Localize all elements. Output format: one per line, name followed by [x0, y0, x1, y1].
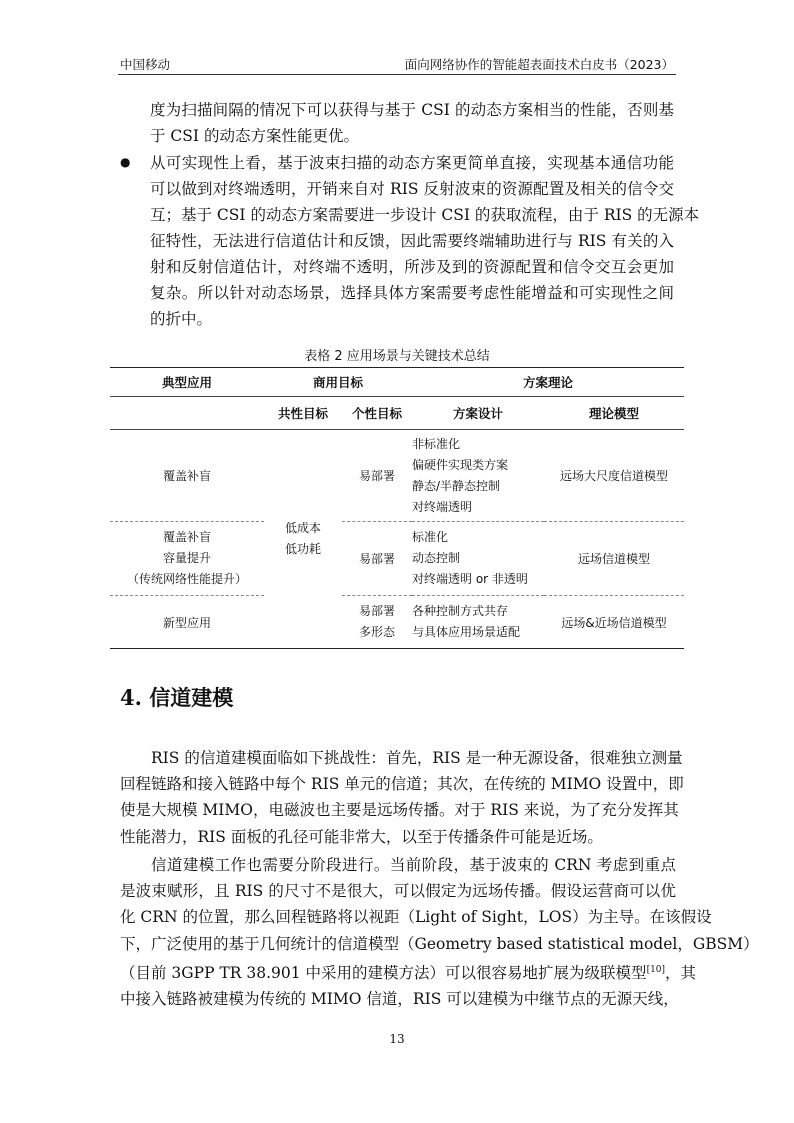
text-line: 从可实现性上看，基于波束扫描的动态方案更简单直接，实现基本通信功能: [150, 154, 674, 172]
cell-text: 易部署: [358, 552, 395, 566]
header-typical-app: 典型应用: [161, 375, 212, 390]
cell-text: 覆盖补盲: [162, 469, 211, 483]
cell-text: 动态控制: [412, 551, 461, 565]
text-line: 信道建模工作也需要分阶段进行。当前阶段，基于波束的 CRN 考虑到重点: [151, 856, 676, 874]
page-number: 13: [389, 1032, 405, 1046]
table-row-1-model: 远场大尺度信道模型: [544, 430, 684, 522]
bullet-icon: ●: [120, 155, 131, 169]
table-row-2-model: 远场信道模型: [544, 522, 684, 596]
summary-table: [110, 367, 684, 649]
text-line: 度为扫描间隔的情况下可以获得与基于 CSI 的动态方案相当的性能，否则基: [150, 101, 674, 119]
text-line: 化 CRN 的位置，那么回程链路将以视距（Light of Sight，LOS）为主导。在该假设: [120, 908, 712, 927]
header-common-goal: 共性目标: [264, 397, 342, 430]
table-row-3-design: [412, 596, 544, 649]
cell-text: （传统网络性能提升）: [126, 572, 247, 586]
text-line: 互；基于 CSI 的动态方案需要进一步设计 CSI 的获取流程，由于 RIS 的无源本: [150, 206, 700, 224]
cell-text: 低成本: [284, 521, 321, 535]
cell-text: 对终端透明: [412, 499, 473, 514]
header-doc-title: 面向网络协作的智能超表面技术白皮书（2023）: [404, 57, 674, 72]
table-row-1-app: [110, 430, 264, 522]
table-row-2-app: [110, 522, 264, 596]
text-line: 下，广泛使用的基于几何统计的信道模型（Geometry based statistical model，GBSM）: [120, 934, 759, 953]
table-row-2-design: [412, 522, 544, 596]
body-paragraph-2: [120, 852, 759, 1012]
header-solution-theory: 方案理论: [522, 375, 573, 390]
text-line: 可以做到对终端透明，开销来自对 RIS 反射波束的资源配置及相关的信令交: [150, 180, 674, 198]
section-heading: 4. 信道建模: [120, 685, 234, 710]
table-row-3-app: [110, 596, 264, 649]
header-empty: [110, 397, 264, 430]
table-row-1-design: [412, 430, 544, 522]
text-line: 于 CSI 的动态方案性能更优。: [150, 127, 359, 145]
table-row-3-individual: [342, 596, 412, 649]
cell-text: 新型应用: [162, 615, 211, 630]
header-commercial-goal: 商用目标: [312, 375, 363, 390]
table-row-1-individual: [342, 430, 412, 522]
cell-text: 多形态: [358, 625, 395, 639]
cell-text: 易部署: [358, 604, 395, 618]
cell-text: 对终端透明 or 非透明: [412, 572, 528, 586]
text-line: RIS 的信道建模面临如下挑战性：首先，RIS 是一种无源设备，很难独立测量: [151, 749, 683, 767]
cell-text: 非标准化: [412, 436, 461, 451]
header-solution-design: 方案设计: [412, 397, 544, 430]
cell-text: 与具体应用场景适配: [412, 625, 521, 639]
text-segment: ，其: [665, 963, 697, 982]
text-line: 射和反射信道估计，对终端不透明，所涉及到的资源配置和信令交互会更加: [150, 258, 674, 276]
cell-text: 覆盖补盲: [162, 530, 211, 544]
cell-text: 静态/半静态控制: [412, 478, 501, 493]
cell-text: 偏硬件实现类方案: [412, 457, 509, 472]
text-line: 是波束赋形，且 RIS 的尺寸不是很大，可以假定为远场传播。假设运营商可以优: [120, 882, 676, 901]
cell-text: 容量提升: [162, 551, 211, 565]
page-header: [118, 52, 676, 75]
table-row-3-model: 远场&近场信道模型: [561, 615, 667, 630]
text-segment: （目前 3GPP TR 38.901 中采用的建模方法）可以很容易地扩展为级联模型: [120, 963, 647, 982]
header-theory-model: 理论模型: [544, 397, 684, 430]
text-line: 征特性，无法进行信道估计和反馈，因此需要终端辅助进行与 RIS 有关的入: [150, 232, 674, 250]
continuation-paragraph: [150, 97, 674, 149]
text-line: 使是大规模 MIMO，电磁波也主要是远场传播。对于 RIS 来说，为了充分发挥其: [120, 801, 679, 820]
table-row-2-individual: [342, 522, 412, 596]
cell-text: 易部署: [358, 469, 395, 483]
table-caption: 表格 2 应用场景与关键技术总结: [304, 349, 490, 364]
text-line: 中接入链路被建模为传统的 MIMO 信道，RIS 可以建模为中继节点的无源天线，: [120, 990, 679, 1009]
cell-text: 标准化: [412, 530, 449, 544]
common-goal-cell: [264, 430, 342, 649]
header-org: 中国移动: [120, 57, 171, 72]
text-line: 回程链路和接入链路中每个 RIS 单元的信道；其次，在传统的 MIMO 设置中，即: [120, 775, 684, 794]
text-line: 性能潜力，RIS 面板的孔径可能非常大，以至于传播条件可能是近场。: [120, 827, 603, 846]
bullet-paragraph: [150, 150, 700, 332]
reference-marker[interactable]: [10]: [646, 964, 666, 975]
text-line: [120, 957, 697, 986]
cell-text: 低功耗: [284, 542, 321, 556]
cell-text: 各种控制方式共存: [412, 604, 509, 618]
text-line: 的折中。: [150, 310, 213, 328]
body-paragraph-1: [120, 745, 684, 850]
text-line: 复杂。所以针对动态场景，选择具体方案需要考虑性能增益和可实现性之间: [150, 284, 674, 302]
header-individual-goal: 个性目标: [342, 397, 412, 430]
